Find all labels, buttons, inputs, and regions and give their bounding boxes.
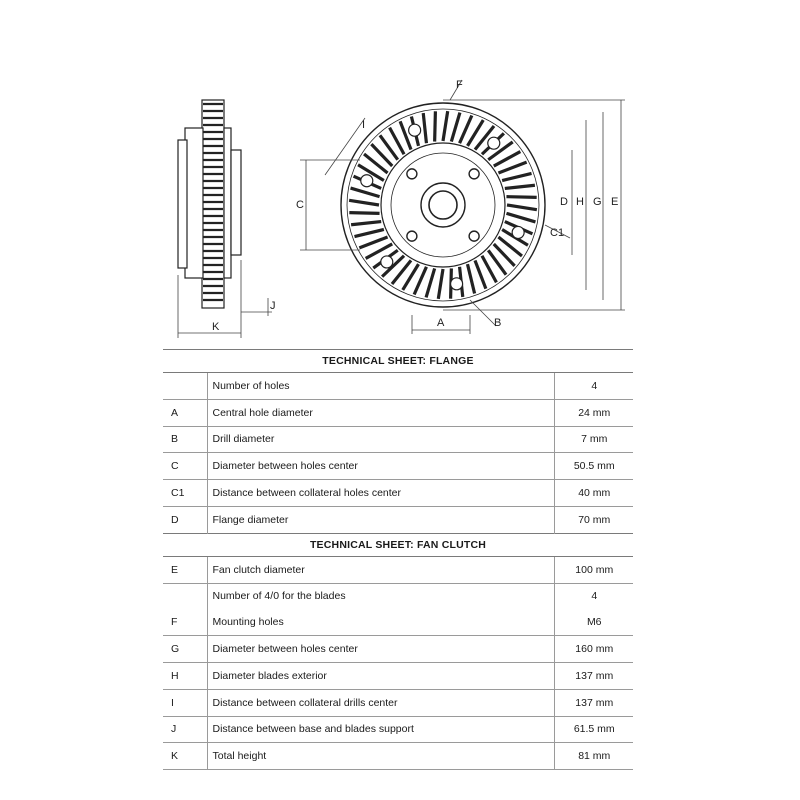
table-row xyxy=(163,716,633,743)
label-K: K xyxy=(212,321,220,333)
row-key xyxy=(163,373,207,400)
label-E: E xyxy=(611,196,619,208)
row-description: Diameter blades exterior xyxy=(207,662,555,689)
row-description: Fan clutch diameter xyxy=(207,556,555,583)
row-description: Mounting holes xyxy=(207,609,555,635)
label-I: I xyxy=(362,119,366,131)
table-row xyxy=(163,636,633,663)
row-key: C xyxy=(163,453,207,480)
spec-table xyxy=(163,349,633,770)
row-value: 40 mm xyxy=(578,487,611,500)
row-value: 7 mm xyxy=(581,433,608,446)
row-description: Distance between collateral drills center xyxy=(207,689,555,716)
label-H: H xyxy=(576,196,584,208)
row-description: Flange diameter xyxy=(207,506,555,533)
row-description: Diameter between holes center xyxy=(207,453,555,480)
row-description: Distance between base and blades support xyxy=(207,716,555,743)
table-row xyxy=(163,399,633,426)
row-key: B xyxy=(163,426,207,453)
table-row xyxy=(163,743,633,770)
row-key: A xyxy=(163,399,207,426)
table-row xyxy=(163,453,633,480)
row-key: D xyxy=(163,506,207,533)
row-key: J xyxy=(163,716,207,743)
row-key: H xyxy=(163,662,207,689)
fan-clutch-front-view xyxy=(341,103,545,307)
row-value: 70 mm xyxy=(578,513,611,526)
row-key: K xyxy=(163,743,207,770)
table-row xyxy=(163,689,633,716)
flange-section-header xyxy=(163,350,633,373)
label-A: A xyxy=(437,317,445,329)
table-row xyxy=(163,556,633,583)
row-description: Number of holes xyxy=(207,373,555,400)
row-value: 137 mm xyxy=(575,696,614,709)
row-value: 24 mm xyxy=(578,406,611,419)
row-description: Diameter between holes center xyxy=(207,636,555,663)
fan-clutch-section-header xyxy=(163,533,633,556)
row-value: 4 xyxy=(591,379,598,392)
row-value: 61.5 mm xyxy=(573,723,615,736)
row-description: Total height xyxy=(207,743,555,770)
row-key: I xyxy=(163,689,207,716)
table-row xyxy=(163,609,633,635)
label-C: C xyxy=(296,199,304,211)
label-B: B xyxy=(494,317,502,329)
table-row xyxy=(163,662,633,689)
label-F: F xyxy=(456,79,463,91)
row-description: Distance between collateral holes center xyxy=(207,480,555,507)
row-description: Number of 4/0 for the blades xyxy=(207,583,555,609)
label-C1: C1 xyxy=(550,227,565,239)
table-row xyxy=(163,583,633,609)
row-key: G xyxy=(163,636,207,663)
row-key xyxy=(163,583,207,609)
table-row xyxy=(163,480,633,507)
row-value: 4 xyxy=(591,590,598,603)
row-value: 81 mm xyxy=(578,750,611,763)
row-description: Central hole diameter xyxy=(207,399,555,426)
row-value: 137 mm xyxy=(575,669,614,682)
label-J: J xyxy=(270,300,276,312)
row-value: 100 mm xyxy=(575,563,614,576)
row-key: F xyxy=(163,609,207,635)
row-key: E xyxy=(163,556,207,583)
table-row xyxy=(163,506,633,533)
row-description: Drill diameter xyxy=(207,426,555,453)
flange-section-title: TECHNICAL SHEET: FLANGE xyxy=(163,350,633,373)
row-value: 160 mm xyxy=(575,643,614,656)
row-key: C1 xyxy=(163,480,207,507)
row-value: M6 xyxy=(586,616,602,629)
fan-clutch-side-view xyxy=(178,100,241,308)
table-row xyxy=(163,426,633,453)
label-D: D xyxy=(560,196,568,208)
fan-clutch-section-title: TECHNICAL SHEET: FAN CLUTCH xyxy=(163,533,633,556)
label-G: G xyxy=(593,196,602,208)
row-value: 50.5 mm xyxy=(573,460,615,473)
table-row xyxy=(163,373,633,400)
technical-drawing xyxy=(0,0,800,345)
